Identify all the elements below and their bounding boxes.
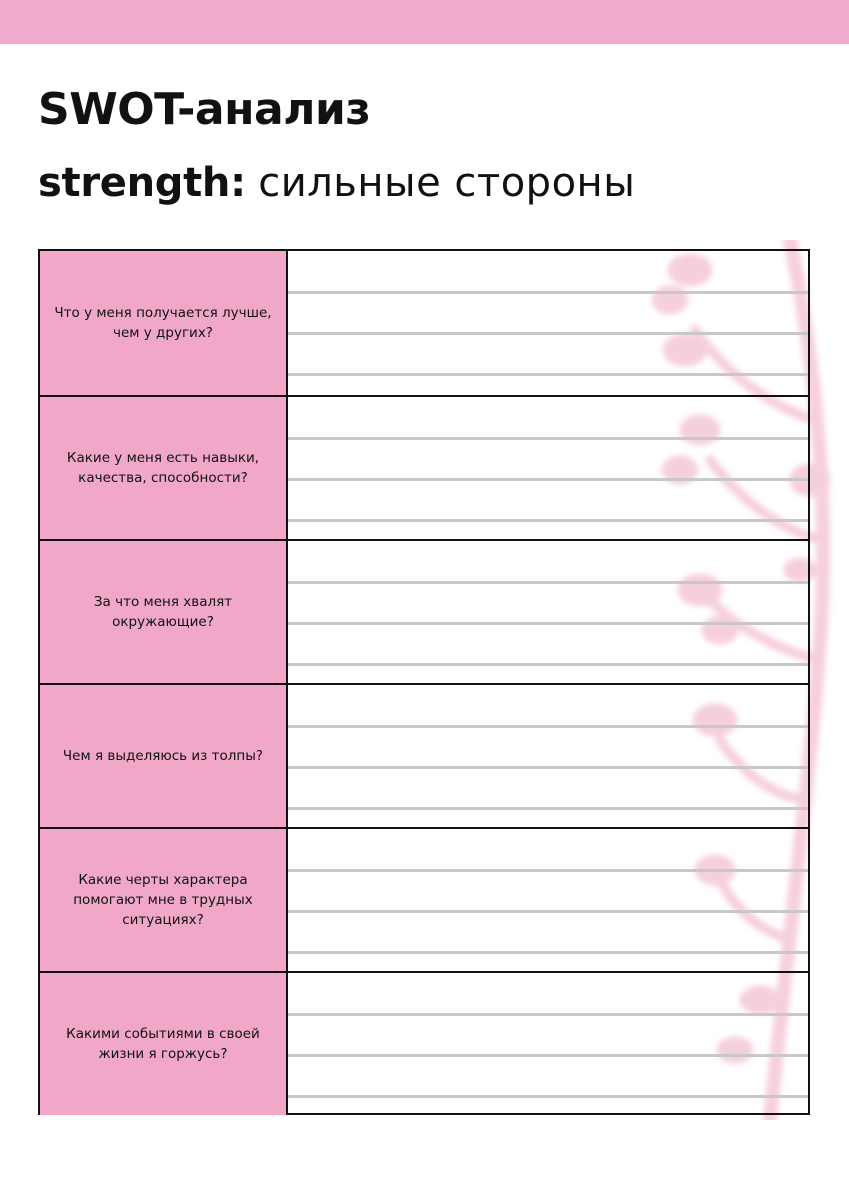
page-subtitle bbox=[38, 160, 635, 206]
writing-line bbox=[288, 766, 808, 769]
strengths-table bbox=[38, 249, 810, 1115]
writing-line bbox=[288, 910, 808, 913]
writing-line bbox=[288, 1054, 808, 1057]
writing-line bbox=[288, 1013, 808, 1016]
question-text: Какими событиями в своей жизни я горжусь? bbox=[66, 1025, 260, 1062]
question-text: Что у меня получается лучше, чем у других? bbox=[54, 304, 272, 341]
table-row bbox=[40, 395, 808, 539]
top-band bbox=[0, 0, 849, 44]
page-title: SWOT-анализ bbox=[38, 84, 371, 135]
question-cell bbox=[40, 541, 288, 683]
writing-line bbox=[288, 478, 808, 481]
table-row bbox=[40, 539, 808, 683]
writing-line bbox=[288, 291, 808, 294]
table-row bbox=[40, 827, 808, 971]
writing-line bbox=[288, 807, 808, 810]
question-cell bbox=[40, 397, 288, 539]
answer-area[interactable] bbox=[288, 541, 808, 683]
writing-line bbox=[288, 622, 808, 625]
writing-line bbox=[288, 725, 808, 728]
subtitle-keyword: strength: bbox=[38, 160, 246, 206]
writing-line bbox=[288, 437, 808, 440]
answer-area[interactable] bbox=[288, 829, 808, 971]
table-row bbox=[40, 971, 808, 1115]
writing-line bbox=[288, 332, 808, 335]
writing-line bbox=[288, 951, 808, 954]
question-cell bbox=[40, 973, 288, 1115]
question-text: Чем я выделяюсь из толпы? bbox=[62, 747, 264, 764]
question-cell bbox=[40, 829, 288, 971]
table-row bbox=[40, 683, 808, 827]
answer-area[interactable] bbox=[288, 685, 808, 827]
question-cell bbox=[40, 685, 288, 827]
subtitle-text: сильные стороны bbox=[258, 160, 636, 206]
question-text: За что меня хвалят окружающие? bbox=[93, 593, 233, 630]
writing-line bbox=[288, 581, 808, 584]
answer-area[interactable] bbox=[288, 973, 808, 1115]
question-cell bbox=[40, 251, 288, 395]
question-text: Какие черты характера помогают мне в трудных ситуациях? bbox=[73, 871, 253, 929]
writing-line bbox=[288, 519, 808, 522]
table-row bbox=[40, 251, 808, 395]
question-text: Какие у меня есть навыки, качества, способности? bbox=[66, 449, 260, 486]
answer-area[interactable] bbox=[288, 251, 808, 395]
writing-line bbox=[288, 1095, 808, 1098]
answer-area[interactable] bbox=[288, 397, 808, 539]
writing-line bbox=[288, 373, 808, 376]
writing-line bbox=[288, 869, 808, 872]
writing-line bbox=[288, 663, 808, 666]
